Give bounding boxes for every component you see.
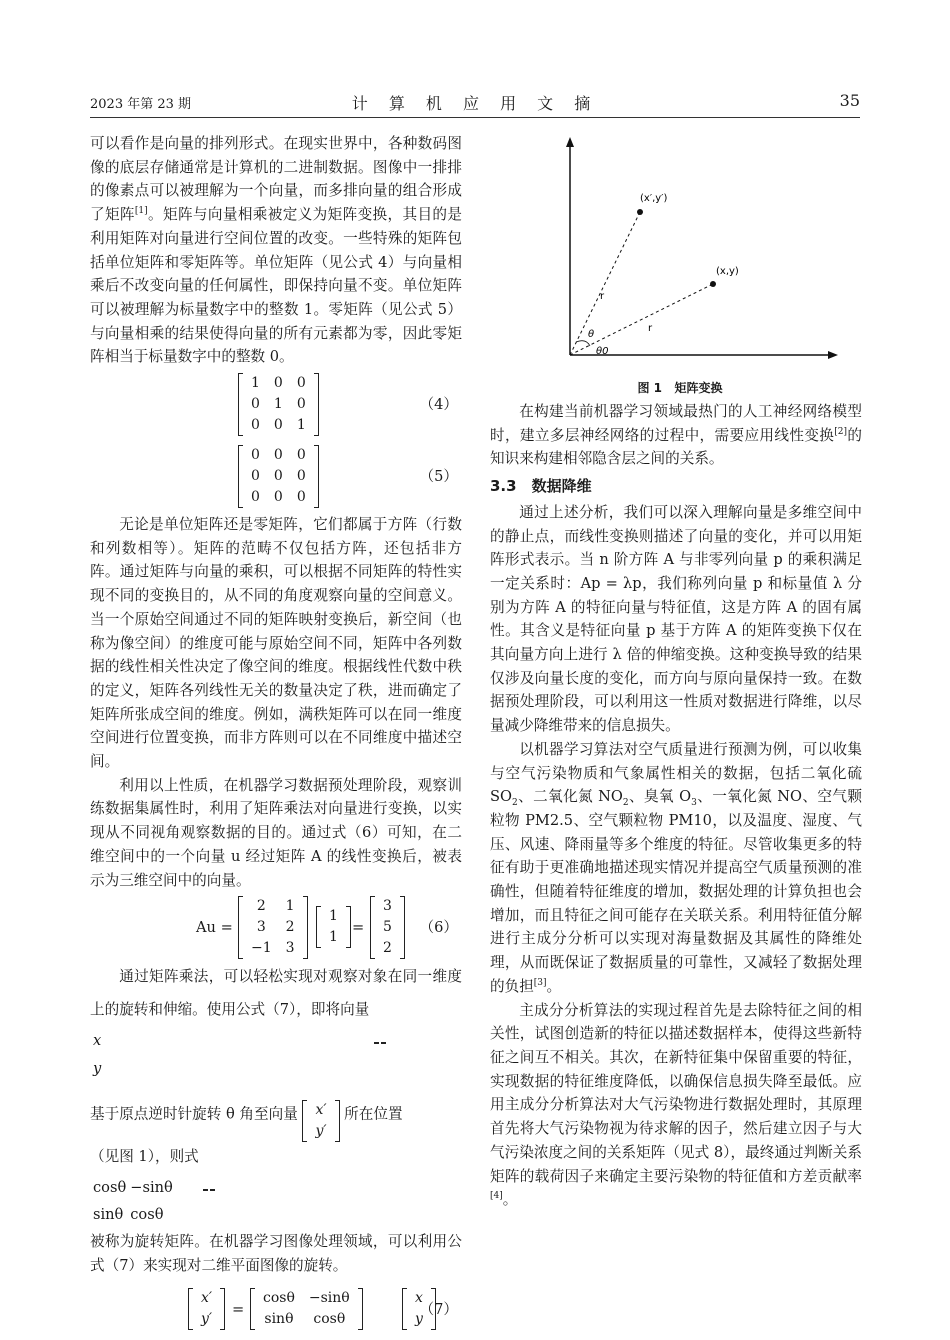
- paragraph: 以机器学习算法对空气质量进行预测为例，可以收集与空气污染物质和气象属性相关的数据，包括二氧化硫 $SO_2$、二氧化氮 $NO_2$、臭氧 $O_3$、一氧化氮 NO、空气颗粒物 PM2.5、空气颗粒物 PM10，以及温度、湿度、气压、风速、降雨量等多个维度的特征。尽管收集更多的特征有助于更准确地描述现实情况并提高空气质量预测的准确性，但随着特征维度的增加，数据处理的计算负担也会增加，而且特征之间可能存在关联关系。利用特征值分解进行主成分分析可以实现对海量数据及其属性的降维处理，从而既保证了数据质量的可靠性，又减轻了数据处理的负担[3]。: [490, 740, 863, 995]
- equation-7: x′ y′ = cosθ −sinθ sinθ cosθ x y （7）: [90, 1284, 462, 1340]
- citation[interactable]: [1]: [134, 206, 148, 217]
- equation-number: （4）: [419, 396, 458, 414]
- equation-number: （7）: [419, 1300, 458, 1318]
- vector-xy-prime: x′ y′: [188, 1288, 225, 1330]
- right-column: [490, 400, 862, 1212]
- point: [710, 281, 716, 287]
- paragraph: 在构建当前机器学习领域最热门的人工神经网络模型时，建立多层神经网络的过程中，需要应用线性变换[2]的知识来构建相邻隐含层之间的关系。: [490, 403, 862, 468]
- citation[interactable]: [3]: [533, 978, 547, 989]
- vector-r: [570, 284, 713, 355]
- left-column: 可以看作是向量的排列形式。在现实世界中，各种数码图像的底层存储通常是计算机的二进制数据。图像中一排排的像素点可以被理解为一个向量，而多排向量的组合形成了矩阵[1]。矩阵与向量相乘被定义为矩阵变换，其目的是利用矩阵对向量进行空间位置的改变。一些特殊的矩阵包括单位矩阵和零矩阵等。单位矩阵（见公式 4）与向量相乘后不改变向量的任何属性，即保持向量不变。单位矩阵可以被理解为标量数字中的整数 1。零矩阵（见公式 5）与向量相乘的结果使得向量的所有元素都为零，因此零矩阵相当于标量数字中的整数 0。 1 0 0 0 1 0 0 0 1 （4） 0 0 0 0 0 0 0 0 0 （5） 无论是单位矩阵还是零矩阵，它们都属于方阵（行数和列数相等）。矩阵的范畴不仅包括方阵，还包括非方阵。通过矩阵与向量的乘积，可以根据不同矩阵的特性实现不同的变换目的，从不同的角度观察向量的空间意义。当一个原始空间通过不同的矩阵映射变换后，新空间（也称为像空间）的维度可能与原始空间不同，矩阵中各列数据的线性相关性决定了像空间的维度。根据线性代数中秩的定义，矩阵各列线性无关的数量决定了秩，进而确定了矩阵所张成空间的维度。例如，满秩矩阵可以在同一维度空间进行位置变换，而非方阵则可以在不同维度中描述空间。 利用以上性质，在机器学习数据预处理阶段，观察训练数据集属性时，利用了矩阵乘法对向量进行变换，以实现从不同视角观察数据的目的。通过式（6）可知，在二维空间中的一个向量 u 经过矩阵 A 的线性变换后，被表示为三维空间中的向量。 Au = 2 1 3 2 −1 3 1 1 = 3 5 2 （6） 通过矩阵乘法，可以轻松实现对观察对象在同一维度上的旋转和伸缩。使用公式（7），即将向量 x y 基于原点逆时针旋转 θ 角至向量 x′ y′ 所在位置 （见图 1），则式 cosθ −sinθ sinθ cosθ 被称为旋转矩阵。在机器学习图像处理领域，可以利用公式（7）来实现对二维平面图像的旋转。 x′ y′ = cosθ −sinθ sinθ cosθ x y （7）: [90, 132, 462, 1340]
- vector-u: 1 1: [316, 906, 351, 948]
- paragraph: 通过矩阵乘法，可以轻松实现对观察对象在同一维度上的旋转和伸缩。使用公式（7），即将向量: [90, 968, 462, 1019]
- page-header: [90, 93, 860, 118]
- paragraph: 利用以上性质，在机器学习数据预处理阶段，观察训练数据集属性时，利用了矩阵乘法对向量进行变换，以实现从不同视角观察数据的目的。通过式（6）可知，在二维空间中的一个向量 u 经过矩阵 A 的线性变换后，被表示为三维空间中的向量。: [90, 776, 462, 889]
- equation-5: [90, 441, 462, 513]
- citation[interactable]: [2]: [834, 426, 848, 437]
- paragraph: 可以看作是向量的排列形式。在现实世界中，各种数码图像的底层存储通常是计算机的二进制数据。图像中一排排的像素点可以被理解为一个向量，而多排向量的组合形成了矩阵[1]。矩阵与向量相乘被定义为矩阵变换，其目的是利用矩阵对向量进行空间位置的改变。一些特殊的矩阵包括单位矩阵和零矩阵等。单位矩阵（见公式 4）与向量相乘后不改变向量的任何属性，即保持向量不变。单位矩阵可以被理解为标量数字中的整数 1。零矩阵（见公式 5）与向量相乘的结果使得向量的所有元素都为零，因此零矩阵相当于标量数字中的整数 0。: [90, 135, 462, 366]
- r-label: r: [600, 291, 605, 302]
- vector-xy: x y: [402, 1288, 436, 1330]
- paragraph: （见图 1），则式: [90, 1147, 199, 1165]
- point-label: (x,y): [716, 266, 739, 277]
- journal-title: 计 算 机 应 用 文 摘: [351, 94, 599, 113]
- theta0-label: θ0: [596, 346, 609, 357]
- paragraph: 主成分分析算法的实现过程首先是去除特征之间的相关性，试图创造新的特征以描述数据样本，使得这些新特征之间互不相关。其次，在新特征集中保留重要的特征，实现数据的特征维度降低，以确保信息损失降至最低。应用主成分分析算法对大气污染物进行数据处理时，其原理首先将大气污染物视为待求解的因子，然后建立因子与大气污染浓度之间的关系矩阵（见式 8），最终通过判断关系矩阵的载荷因子来确定主要污染物的特征值和方差贡献率[4]。: [490, 1001, 862, 1209]
- citation[interactable]: [4]: [490, 1191, 503, 1202]
- equation-6: Au = 2 1 3 2 −1 3 1 1 = 3 5 2 （6）: [90, 892, 462, 964]
- vector-r-prime: [570, 212, 640, 355]
- paragraph: 通过上述分析，我们可以深入理解向量是多维空间中的静止点，而线性变换则描述了向量的变化，并可以用矩阵形式表示。当 n 阶方阵 A 与非零列向量 p 的乘积满足一定关系时：Ap = λp，我们称列向量 p 和标量值 λ 分别为方阵 A 的特征向量与特征值，这是方阵 A 的固有属性。其含义是特征向量 p 基于方阵 A 的矩阵变换下仅在其向量方向上进行 λ 倍的伸缩变换。这种变换导致的结果仅涉及向量长度的变化，而方向与原向量保持一致。在数据预处理阶段，可以利用这一性质对数据进行降维，以尽量减少降维带来的信息损失。: [490, 503, 862, 735]
- rotation-matrix: cosθ −sinθ sinθ cosθ: [250, 1288, 363, 1330]
- issue-label: 2023 年第 23 期: [90, 97, 192, 112]
- figure-1: [520, 135, 840, 395]
- vector-xy-prime: x′ y′: [302, 1100, 339, 1142]
- page-number: 35: [839, 91, 860, 110]
- equation-4: [90, 369, 462, 441]
- matrix-A: 2 1 3 2 −1 3: [238, 896, 308, 959]
- identity-matrix: 1 0 0 0 1 0 0 0 1: [238, 373, 319, 436]
- point-prime: [637, 209, 643, 215]
- x-axis-arrow: [828, 351, 838, 359]
- paragraph: 无论是单位矩阵还是零矩阵，它们都属于方阵（行数和列数相等）。矩阵的范畴不仅包括方阵，还包括非方阵。通过矩阵与向量的乘积，可以根据不同矩阵的特性实现不同的变换目的，从不同的角度观察向量的空间意义。当一个原始空间通过不同的矩阵映射变换后，新空间（也称为像空间）的维度可能与原始空间不同，矩阵中各列数据的线性相关性决定了像空间的维度。根据线性代数中秩的定义，矩阵各列线性无关的数量决定了秩，进而确定了矩阵所张成空间的维度。例如，满秩矩阵可以在同一维度空间进行位置变换，而非方阵则可以在不同维度中描述空间。: [90, 516, 462, 771]
- equation-number: （6）: [419, 919, 458, 937]
- theta-label: θ: [588, 329, 595, 340]
- y-axis-arrow: [566, 137, 574, 147]
- figure-caption: 图 1 矩阵变换: [637, 381, 723, 395]
- section-heading: 3.3 数据降维: [490, 477, 592, 496]
- result-vector: 3 5 2: [370, 896, 405, 959]
- rotation-diagram: [520, 135, 840, 375]
- point-prime-label: (x′,y′): [640, 193, 668, 204]
- r-label: r: [648, 323, 653, 334]
- theta-arc: [576, 341, 590, 346]
- equation-number: （5）: [419, 468, 458, 486]
- zero-matrix: 0 0 0 0 0 0 0 0 0: [238, 445, 319, 508]
